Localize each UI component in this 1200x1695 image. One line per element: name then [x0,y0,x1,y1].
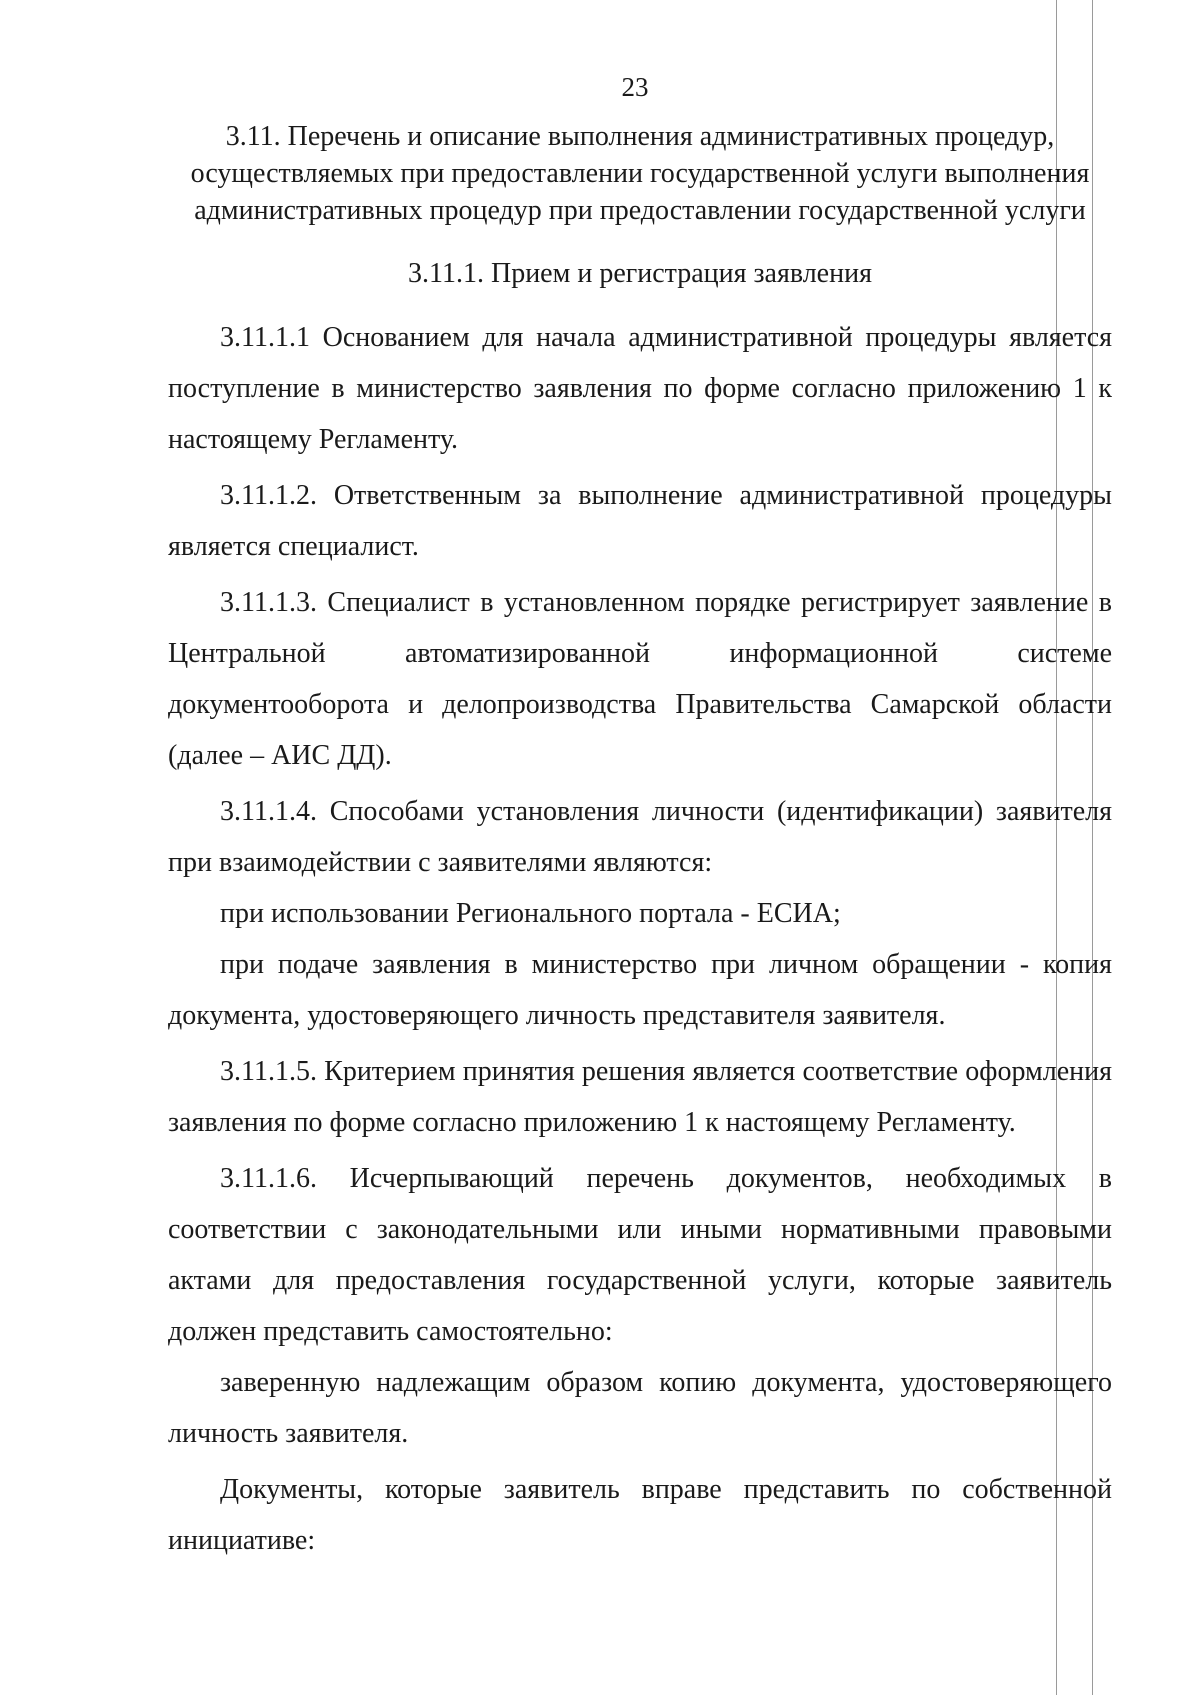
paragraph: при подаче заявления в министерство при личном обращении - копия документа, удостоверяющего личность представителя заявителя. [168,949,1112,1031]
paragraph: 3.11.1.6. Исчерпывающий перечень документов, необходимых в соответствии с законодательными или иными нормативными правовыми актами для предоставления государственной услуги, которые заявитель должен представить самостоятельно: [168,1163,1112,1347]
document-body [168,118,1112,1566]
section-heading-line: осуществляемых при предоставлении государственной услуги выполнения [190,158,1090,189]
paragraph: 3.11.1.5. Критерием принятия решения является соответствие оформления заявления по форме согласно приложению 1 к настоящему Регламенту. [168,1056,1112,1138]
page-number: 23 [621,72,649,102]
paragraph: заверенную надлежащим образом копию документа, удостоверяющего личность заявителя. [168,1367,1112,1449]
section-heading [168,118,1112,229]
subsection-heading: 3.11.1. Прием и регистрация заявления [408,258,872,289]
paragraph: 3.11.1.2. Ответственным за выполнение административной процедуры является специалист. [168,480,1112,562]
paragraph: 3.11.1.3. Специалист в установленном порядке регистрирует заявление в Центральной автоматизированной информационной системе документооборота и делопроизводства Правительства Самарской области (далее – АИС ДД). [168,587,1112,771]
paragraph: Документы, которые заявитель вправе представить по собственной инициативе: [168,1474,1112,1556]
section-heading-line: административных процедур при предоставлении государственной услуги [194,195,1086,226]
paragraph: 3.11.1.1 Основанием для начала административной процедуры является поступление в министерство заявления по форме согласно приложению 1 к настоящему Регламенту. [168,322,1112,455]
paragraph: 3.11.1.4. Способами установления личности (идентификации) заявителя при взаимодействии с заявителями являются: [168,796,1112,878]
paragraph: при использовании Регионального портала - ЕСИА; [220,898,841,929]
section-heading-line: 3.11. Перечень и описание выполнения административных процедур, [225,121,1055,152]
